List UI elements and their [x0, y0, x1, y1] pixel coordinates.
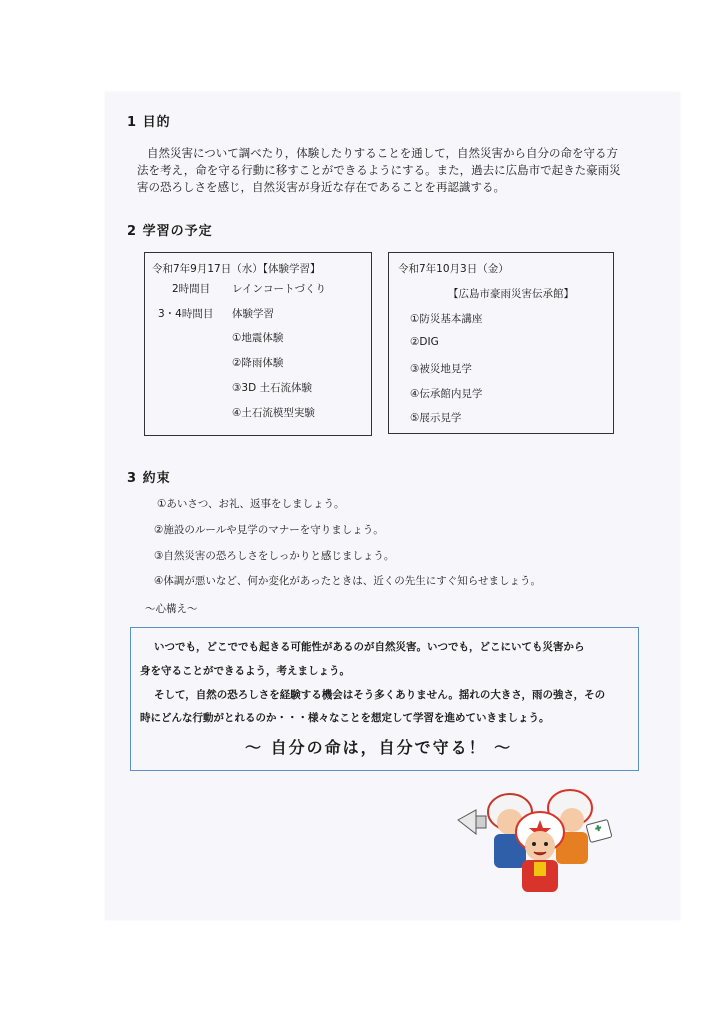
day1-item-1: ①地震体験 [232, 332, 284, 344]
day2-item-3: ③被災地見学 [410, 363, 472, 375]
day1-item-4: ④土石流模型実験 [232, 407, 315, 419]
rescue-mascots-illustration [450, 782, 620, 897]
day1-item-2: ②降雨体験 [232, 357, 284, 369]
section1-heading: 1 目的 [127, 115, 171, 130]
day1-activity-2: 体験学習 [232, 308, 274, 320]
promise-1: ①あいさつ、お礼、返事をしましょう。 [157, 498, 345, 510]
mindset-line-3: そして，自然の恐ろしさを経験する機会はそう多くありません。揺れの大きさ，雨の強さ，その [154, 689, 606, 701]
day2-place: 【広島市豪雨災害伝承館】 [448, 288, 574, 300]
day2-date: 令和7年10月3日（金） [398, 263, 509, 275]
mindset-line-1: いつでも，どこででも起きる可能性があるのが自然災害。いつでも，どこにいても災害から [154, 641, 585, 653]
mindset-label: ～心構え～ [145, 603, 198, 615]
section1-line-1: 自然災害について調べたり，体験したりすることを通して，自然災害から自分の命を守る方 [147, 146, 619, 160]
motto: ～ 自分の命は，自分で守る！ ～ [245, 738, 513, 757]
promise-2: ②施設のルールや見学のマナーを守りましょう。 [154, 524, 384, 536]
day2-item-4: ④伝承館内見学 [410, 388, 483, 400]
day1-period-1: 2時間目 [172, 283, 211, 295]
mindset-line-4: 時にどんな行動がとれるのか・・・様々なことを想定して学習を進めていきましょう。 [140, 712, 550, 724]
day1-activity-1: レインコートづくり [232, 283, 326, 295]
day2-item-5: ⑤展示見学 [410, 412, 462, 424]
day1-item-3: ③3D 土石流体験 [232, 382, 313, 394]
promise-3: ③自然災害の恐ろしさをしっかりと感じましょう。 [154, 550, 395, 562]
first-aid-kit-icon [586, 819, 612, 842]
day2-item-2: ②DIG [410, 336, 439, 348]
megaphone-icon [458, 810, 486, 834]
section1-line-2: 法を考え，命を守る行動に移すことができるようにする。また，過去に広島市で起きた豪雨災 [137, 163, 621, 177]
section2-heading: 2 学習の予定 [127, 224, 213, 239]
mindset-line-2: 身を守ることができるよう，考えましょう。 [140, 665, 350, 677]
day1-date: 令和7年9月17日（水）【体験学習】 [152, 263, 321, 275]
promise-4: ④体調が悪いなど、何か変化があったときは、近くの先生にすぐ知らせましょう。 [154, 575, 541, 587]
section3-heading: 3 約束 [127, 471, 171, 486]
section1-line-3: 害の恐ろしさを感じ，自然災害が身近な存在であることを再認識する。 [137, 180, 505, 194]
day1-period-2: 3・4時間目 [158, 308, 214, 320]
day2-item-1: ①防災基本講座 [410, 313, 483, 325]
